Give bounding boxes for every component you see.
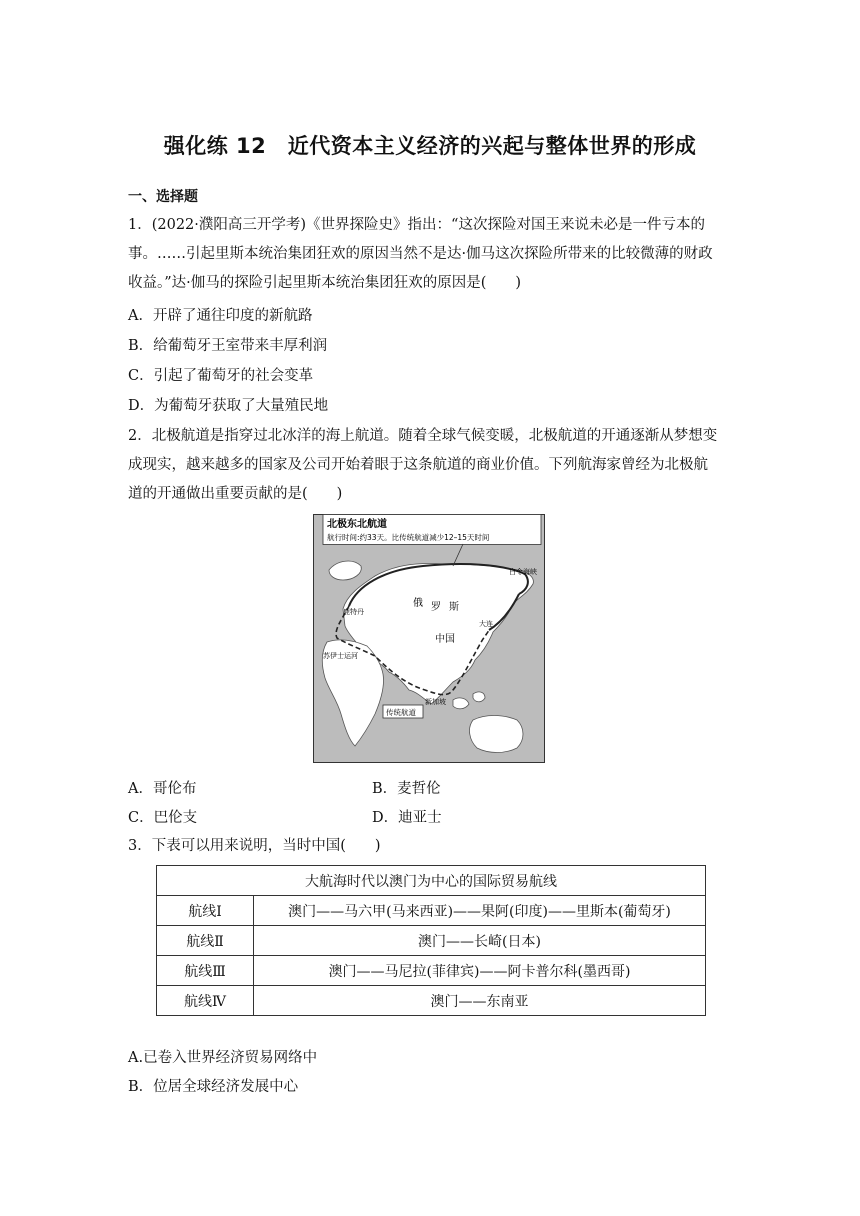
map-label-suez: 苏伊士运河 bbox=[323, 652, 358, 660]
q1-stem-line-1: 1．(2022·濮阳高三开学考)《世界探险史》指出：“这次探险对国王来说未必是一件亏本的 bbox=[128, 217, 705, 233]
q1-stem-line-2: 事。……引起里斯本统治集团狂欢的原因当然不是达·伽马这次探险所带来的比较微薄的财政 bbox=[128, 246, 713, 262]
q2-option-a[interactable]: A．哥伦布 bbox=[128, 781, 197, 797]
route-name: 航线Ⅱ bbox=[157, 926, 254, 956]
map-label-rotterdam: 鹿特丹 bbox=[343, 608, 364, 616]
map-label-russia-3: 斯 bbox=[449, 602, 459, 613]
route-path: 澳门——长崎(日本) bbox=[254, 926, 706, 956]
route-path: 澳门——东南亚 bbox=[254, 986, 706, 1016]
route-name: 航线Ⅰ bbox=[157, 896, 254, 926]
q3-option-a[interactable]: A.已卷入世界经济贸易网络中 bbox=[128, 1050, 318, 1066]
q2-stem-line-1: 2．北极航道是指穿过北冰洋的海上航道。随着全球气候变暖，北极航道的开通逐渐从梦想变 bbox=[128, 428, 718, 444]
map-label-russia-2: 罗 bbox=[431, 602, 441, 613]
q2-stem-line-3: 道的开通做出重要贡献的是( ) bbox=[128, 486, 343, 502]
table-row bbox=[157, 896, 706, 926]
q3-stem: 3．下表可以用来说明，当时中国( ) bbox=[128, 838, 381, 854]
q2-stem-line-2: 成现实，越来越多的国家及公司开始着眼于这条航道的商业价值。下列航海家曾经为北极航 bbox=[128, 457, 708, 473]
q1-option-c[interactable]: C．引起了葡萄牙的社会变革 bbox=[128, 368, 314, 384]
table-row bbox=[157, 926, 706, 956]
q2-option-b[interactable]: B．麦哲伦 bbox=[372, 781, 441, 797]
route-name: 航线Ⅲ bbox=[157, 956, 254, 986]
route-path: 澳门——马六甲(马来西亚)——果阿(印度)——里斯本(葡萄牙) bbox=[254, 896, 706, 926]
map-box-subtitle: 航行时间:约33天。比传统航道减少12–15天时间 bbox=[327, 533, 490, 542]
map-label-singapore: 新加坡 bbox=[425, 698, 446, 706]
table-row bbox=[157, 986, 706, 1016]
q1-option-b[interactable]: B．给葡萄牙王室带来丰厚利润 bbox=[128, 338, 328, 354]
table-header-row bbox=[157, 866, 706, 896]
q1-option-a[interactable]: A．开辟了通往印度的新航路 bbox=[128, 308, 313, 324]
map-label-bering: 白令海峡 bbox=[509, 568, 537, 576]
arctic-route-map bbox=[313, 514, 545, 763]
table-header: 大航海时代以澳门为中心的国际贸易航线 bbox=[157, 866, 706, 896]
q3-option-b[interactable]: B．位居全球经济发展中心 bbox=[128, 1079, 299, 1095]
page-title: 强化练 12 近代资本主义经济的兴起与整体世界的形成 bbox=[163, 134, 697, 158]
table-row bbox=[157, 956, 706, 986]
route-name: 航线Ⅳ bbox=[157, 986, 254, 1016]
q1-stem-line-3: 收益。”达·伽马的探险引起里斯本统治集团狂欢的原因是( ) bbox=[128, 275, 522, 291]
map-label-traditional: 传统航道 bbox=[386, 708, 416, 717]
map-box-title: 北极东北航道 bbox=[327, 519, 387, 530]
map-label-dalian: 大连 bbox=[479, 620, 493, 628]
section-heading: 一、选择题 bbox=[128, 189, 198, 205]
q1-option-d[interactable]: D．为葡萄牙获取了大量殖民地 bbox=[128, 398, 329, 414]
trade-route-table bbox=[156, 865, 706, 1016]
map-label-china: 中国 bbox=[435, 634, 455, 645]
route-path: 澳门——马尼拉(菲律宾)——阿卡普尔科(墨西哥) bbox=[254, 956, 706, 986]
q2-option-c[interactable]: C．巴伦支 bbox=[128, 810, 198, 826]
q2-option-d[interactable]: D．迪亚士 bbox=[372, 810, 442, 826]
map-label-russia-1: 俄 bbox=[413, 598, 423, 609]
